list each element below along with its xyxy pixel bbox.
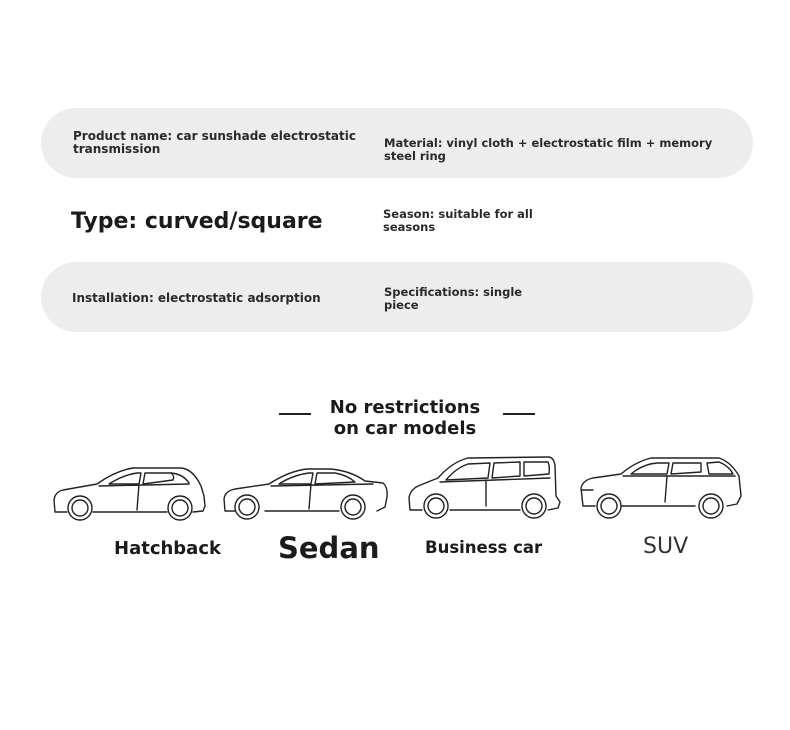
spec-product-name: Product name: car sunshade electrostatic transmission	[73, 129, 356, 156]
sedan-car-icon	[223, 467, 389, 521]
models-heading-line1: No restrictions	[329, 397, 481, 418]
spec-season: Season: suitable for all seasons	[383, 207, 533, 234]
models-heading	[315, 397, 495, 439]
spec-material: Material: vinyl cloth + electrostatic film + memory steel ring	[384, 136, 713, 163]
spec-type: Type: curved/square	[71, 209, 323, 234]
spec-installation: Installation: electrostatic adsorption	[72, 291, 321, 305]
spec-specifications: Specifications: single piece	[384, 285, 523, 312]
car-label-suv: SUV	[643, 534, 689, 559]
hatchback-car-icon	[53, 466, 207, 522]
models-heading-line2: on car models	[333, 418, 477, 439]
car-label-hatchback: Hatchback	[114, 538, 221, 559]
heading-divider-right	[503, 413, 535, 415]
car-label-business-car: Business car	[425, 538, 543, 557]
car-label-sedan: Sedan	[278, 531, 380, 565]
heading-divider-left	[279, 413, 311, 415]
business-car-icon	[408, 456, 562, 520]
suv-car-icon	[579, 456, 743, 522]
